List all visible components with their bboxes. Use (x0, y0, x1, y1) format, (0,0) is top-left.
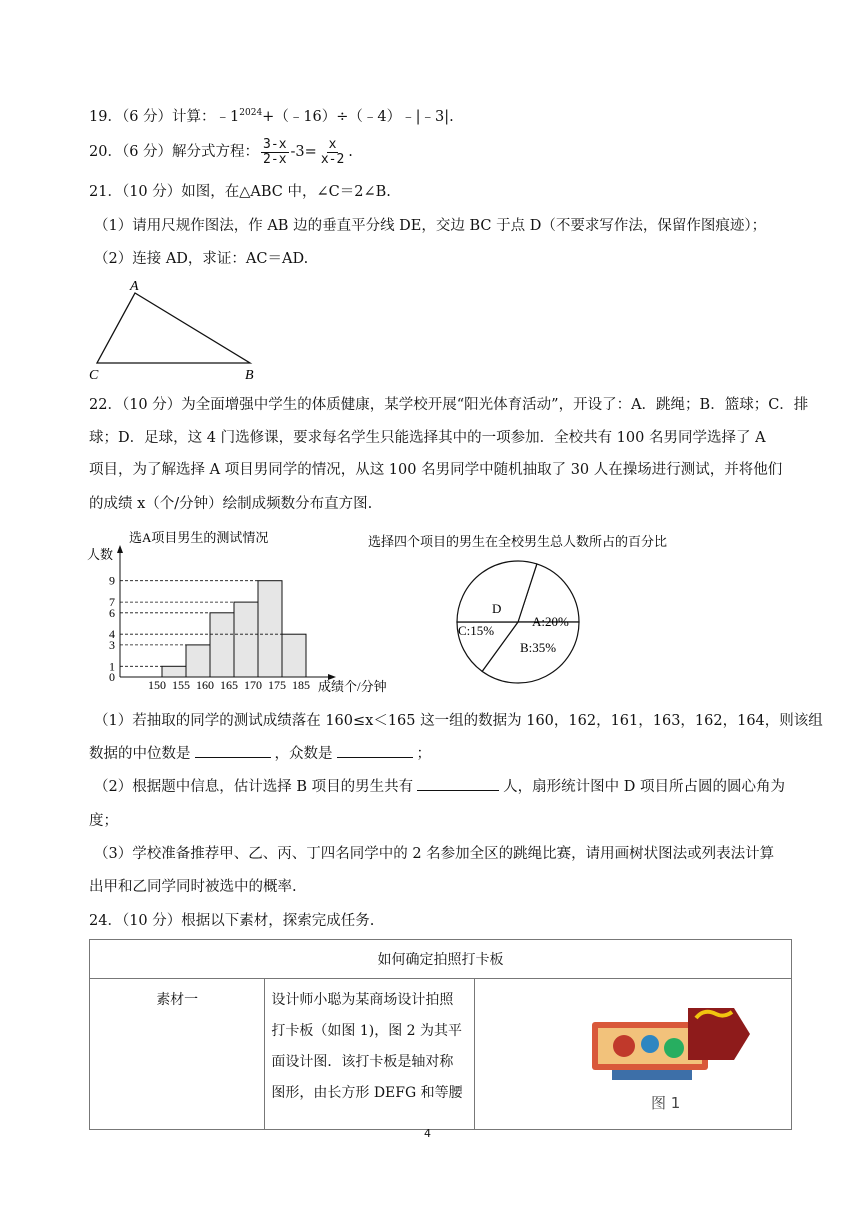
histogram-x-tick: 165 (220, 678, 238, 692)
histogram-y-tick: 1 (109, 659, 115, 674)
histogram-y-tick: 4 (109, 627, 115, 642)
histogram-bar (282, 634, 306, 677)
frac-numerator: 3-x (263, 136, 287, 152)
q22-line4: 的成绩 x（个/分钟）绘制成频数分布直方图. (89, 496, 373, 512)
material-text-line: 打卡板（如图 1)，图 2 为其平 (271, 1023, 463, 1039)
q22-line1: 22．（10 分）为全面增强中学生的体质健康，某学校开展“阳光体育活动”，开设了：A．跳绳；B．篮球；C．排 (89, 397, 809, 413)
histogram-ylabel: 人数 (87, 547, 114, 562)
q19-text: （6 分）计算：﹣1 (121, 108, 240, 125)
histogram-bar (210, 613, 234, 677)
q20-end: . (348, 144, 353, 160)
histogram-bar (186, 645, 210, 677)
histogram-x-tick: 160 (196, 678, 214, 692)
q19-number: 19． (89, 108, 122, 125)
pie-slice-label: C:15% (458, 623, 495, 638)
sub2a-prefix: （2）根据题中信息，估计选择 B 项目的男生共有 (94, 779, 414, 795)
page-number: 4 (424, 1127, 431, 1140)
question-20 (89, 135, 353, 169)
material-figure-cell (475, 979, 792, 1130)
board-character (641, 1035, 659, 1053)
photo-board-figure (476, 980, 790, 1119)
answer-blank-b-count[interactable] (417, 778, 499, 791)
histogram-x-tick: 150 (148, 678, 166, 692)
q20-number: 20． (89, 144, 122, 160)
triangle-figure (80, 275, 280, 385)
board-character (664, 1038, 684, 1058)
figure-caption: 图 1 (651, 1094, 681, 1112)
q20-mid: -3= (290, 144, 317, 160)
histogram-x-tick: 185 (292, 678, 310, 692)
q19-rest: +（﹣16）÷（﹣4）﹣|﹣3|. (262, 108, 454, 125)
material-row-text (265, 979, 475, 1130)
triangle-abc (97, 293, 250, 363)
q22-sub2a (94, 778, 785, 796)
pie-title: 选择四个项目的男生在全校男生总人数所占的百分比 (368, 534, 668, 549)
q20-text: （6 分）解分式方程： (121, 144, 260, 160)
frac-denominator: 2-x (263, 151, 287, 167)
histogram-bar (162, 666, 186, 677)
question-19 (89, 104, 454, 126)
histogram-y-tick: 0 (109, 670, 115, 684)
pie-chart (360, 528, 720, 694)
frac-denominator: x-2 (320, 151, 345, 167)
q22-line3: 项目，为了解选择 A 项目男同学的情况，从这 100 名男同学中随机抽取了 30 人在操场进行测试，并将他们 (89, 462, 783, 478)
material-text-line: 面设计图．该打卡板是轴对称 (271, 1054, 454, 1070)
pie-slice-label: D (492, 601, 502, 616)
histogram-title: 选A项目男生的测试情况 (129, 530, 269, 545)
histogram-bar (234, 602, 258, 677)
board-base (612, 1070, 692, 1080)
q21-line1: 21．（10 分）如图，在△ABC 中，∠C＝2∠B. (89, 184, 391, 200)
q22-sub1a: （1）若抽取的同学的测试成绩落在 160≤x＜165 这一组的数据为 160，162，161，163，162，164，则该组 (94, 713, 823, 729)
label-b: B (245, 368, 254, 383)
histogram-x-tick: 155 (172, 678, 190, 692)
sub2a-end: 人，扇形统计图中 D 项目所占圆的圆心角为 (503, 779, 785, 795)
answer-blank-mode[interactable] (337, 745, 413, 758)
q20-fraction-right (319, 138, 346, 167)
q22-line2: 球；D．足球，这 4 门选修课，要求每名学生只能选择其中的一项参加．全校共有 100 名男同学选择了 A (89, 430, 766, 446)
q22-sub2b: 度； (89, 813, 118, 829)
material-text-line: 图形，由长方形 DEFG 和等腰 (271, 1085, 463, 1101)
label-a: A (130, 279, 139, 294)
answer-blank-median[interactable] (195, 745, 271, 758)
histogram-x-tick: 170 (244, 678, 262, 692)
material-table-title: 如何确定拍照打卡板 (90, 940, 792, 979)
material-text-line: 设计师小聪为某商场设计拍照 (271, 992, 454, 1008)
q22-sub1b (89, 745, 431, 763)
histogram-bar (258, 581, 282, 677)
q22-sub3a: （3）学校准备推荐甲、乙、丙、丁四名同学中的 2 名参加全区的跳绳比赛，请用画树状图法或列表法计算 (94, 846, 775, 862)
histogram-y-tick: 6 (109, 605, 115, 620)
photo-board-illustration (592, 1008, 750, 1080)
q22-sub3b: 出甲和乙同学同时被选中的概率. (89, 879, 297, 895)
q20-fraction-left (261, 138, 288, 167)
sub1b-middle: ，众数是 (274, 746, 333, 762)
material-table (89, 939, 792, 1130)
pie-slice-label: B:35% (520, 640, 557, 655)
q24-line1: 24．（10 分）根据以下素材，探索完成任务. (89, 913, 375, 929)
sub1b-end: ； (416, 746, 431, 762)
pie-slice-label: A:20% (532, 614, 569, 629)
q21-part1: （1）请用尺规作图法，作 AB 边的垂直平分线 DE，交边 BC 于点 D（不要求写作法，保留作图痕迹）； (94, 218, 767, 234)
board-character (613, 1035, 635, 1057)
q19-exponent: 2024 (239, 108, 263, 118)
material-row-label: 素材一 (90, 979, 265, 1130)
histogram-y-tick: 3 (109, 637, 115, 652)
label-c: C (89, 368, 99, 383)
histogram-x-tick: 175 (268, 678, 286, 692)
histogram-y-tick: 7 (109, 595, 115, 610)
sub1b-prefix: 数据的中位数是 (89, 746, 191, 762)
histogram-y-tick: 9 (109, 573, 115, 588)
q21-part2: （2）连接 AD，求证：AC＝AD. (94, 251, 309, 267)
y-axis-arrow (117, 545, 123, 553)
frac-numerator: x (328, 136, 337, 152)
histogram-xlabel: 成绩个/分钟 (318, 679, 387, 694)
